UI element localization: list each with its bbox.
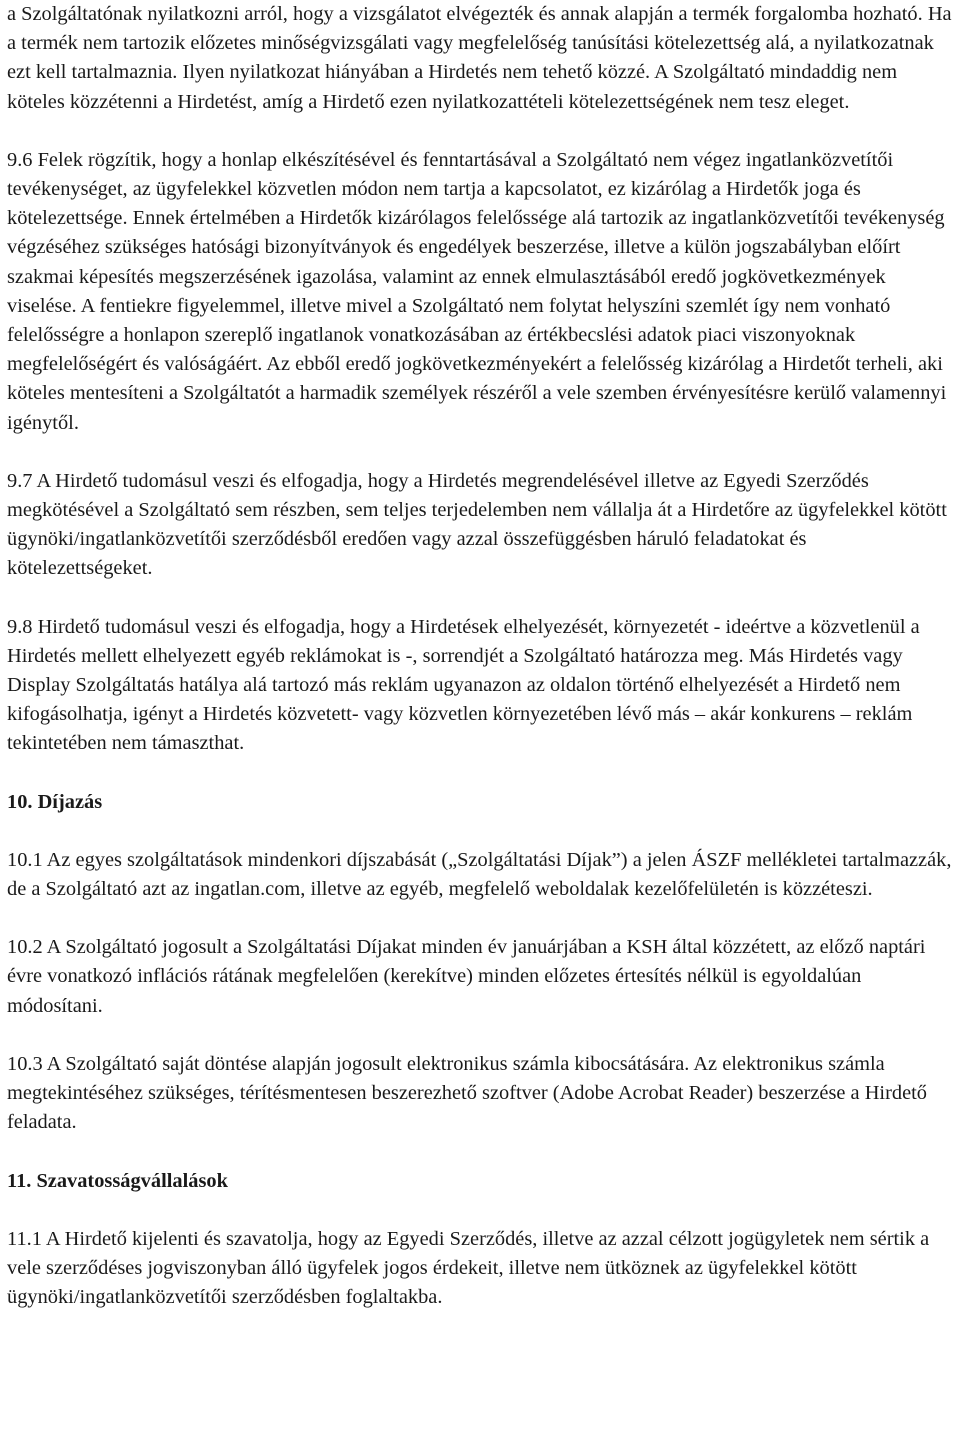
paragraph-10-3: 10.3 A Szolgáltató saját döntése alapján jogosult elektronikus számla kibocsátására. Az elektronikus számla megtekintéséhez szükséges, térítésmentesen beszerezhető szoftver (Adobe Acrobat Reader) beszerzése a Hirdető feladata. [7,1052,927,1134]
paragraph-9-5-continuation: a Szolgáltatónak nyilatkozni arról, hogy a vizsgálatot elvégezték és annak alapján a termék forgalomba hozható. Ha a termék nem tartozik előzetes minőségvizsgálati vagy megfelelőség tanúsítási kötelezettség alá, a nyilatkozatnak ezt kell tartalmaznia. Ilyen nyilatkozat hiányában a Hirdetés nem tehető közzé. A Szolgáltató mindaddig nem köteles közzétenni a Hirdetést, amíg a Hirdető ezen nyilatkozattételi kötelezettségének nem tesz eleget. [7,3,952,113]
paragraph-9-7: 9.7 A Hirdető tudomásul veszi és elfogadja, hogy a Hirdetés megrendelésével illetve az Egyedi Szerződés megkötésével a Szolgáltató sem részben, sem teljes terjedelemben nem vállalja át a Hirdetőre az ügyfelekkel kötött ügynöki/ingatlanközvetítői szerződésből eredően vagy azzal összefüggésben háruló feladatokat és kötelezettségeket. [7,469,947,580]
paragraph-10-1: 10.1 Az egyes szolgáltatások mindenkori díjszabását („Szolgáltatási Díjak”) a jelen ÁSZF mellékletei tartalmazzák, de a Szolgáltató azt az ingatlan.com, illetve az egyéb, megfelelő weboldalak kezelőfelületén is közzéteszi. [7,848,952,901]
document-page [7,0,955,1341]
section-heading-10: 10. Díjazás [7,790,103,813]
paragraph-11-1: 11.1 A Hirdető kijelenti és szavatolja, hogy az Egyedi Szerződés, illetve az azzal célzott jogügyletek nem sértik a vele szerződéses jogviszonyban álló ügyfelek jogos érdekeit, illetve nem ütköznek az ügyfelekkel kötött ügynöki/ingatlanközvetítői szerződésben foglaltakba. [7,1227,930,1309]
paragraph-9-6: 9.6 Felek rögzítik, hogy a honlap elkészítésével és fenntartásával a Szolgáltató nem végez ingatlanközvetítői tevékenységet, az ügyfelekkel közvetlen módon nem tartja a kapcsolatot, ez kizárólag a Hirdetők joga és kötelezettsége. Ennek értelmében a Hirdetők kizárólagos felelőssége alá tartozik az ingatlanközvetítői tevékenység végzéséhez szükséges hatósági bizonyítványok és engedélyek beszerzése, illetve a külön jogszabályban előírt szakmai képesítés megszerzésének igazolása, valamint az ennek elmulasztásából eredő jogkövetkezmények viselése. A fentiekre figyelemmel, illetve mivel a Szolgáltató nem folytat helyszíni szemlét így nem vonható felelősségre a honlapon szereplő ingatlanok vonatkozásában az értékbecslési adatok piaci viszonyoknak megfelelőségért és valóságáért. Az ebből eredő jogkövetkezményekért a felelősség kizárólag a Hirdetőt terheli, aki köteles mentesíteni a Szolgáltatót a harmadik személyek részéről a vele szemben érvényesítésre kerülő valamennyi igénytől. [7,148,947,434]
paragraph-10-2: 10.2 A Szolgáltató jogosult a Szolgáltatási Díjakat minden év januárjában a KSH által közzétett, az előző naptári évre vonatkozó inflációs rátának megfelelően (kerekítve) minden előzetes értesítés nélkül is egyoldalúan módosítani. [7,936,926,1017]
paragraph-9-8: 9.8 Hirdető tudomásul veszi és elfogadja, hogy a Hirdetések elhelyezését, környezetét - ideértve a közvetlenül a Hirdetés mellett elhelyezett egyéb reklámokat is -, sorrendjét a Szolgáltató határozza meg. Más Hirdetés vagy Display Szolgáltatás hatálya alá tartozó más reklám ugyanazon az oldalon történő elhelyezését a Hirdető nem kifogásolhatja, igényt a Hirdetés közvetett- vagy közvetlen környezetében lévő más – akár konkurens – reklám tekintetében nem támaszthat. [7,615,920,755]
section-heading-11: 11. Szavatosságvállalások [7,1169,228,1192]
